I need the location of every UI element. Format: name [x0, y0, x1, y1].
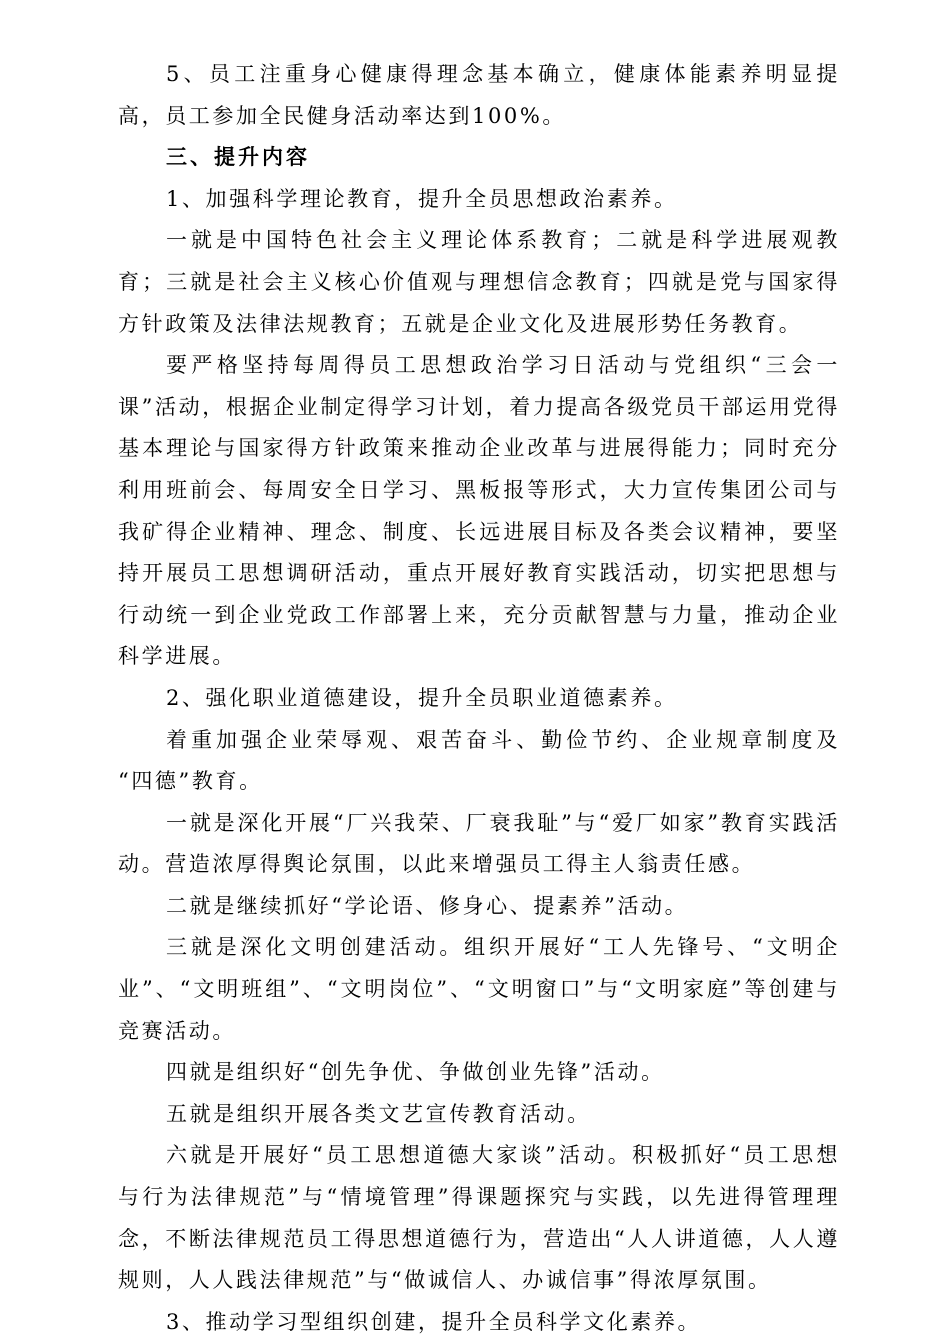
paragraph-item-1-title: 1、加强科学理论教育，提升全员思想政治素养。 [166, 186, 678, 211]
paragraph-item-2-point-2: 二就是继续抓好“学论语、修身心、提素养”活动。 [166, 893, 689, 918]
paragraph-item-3-title: 3、推动学习型组织创建，提升全员科学文化素养。 [166, 1309, 702, 1334]
paragraph-item-2-intro: 着重加强企业荣辱观、艰苦奋斗、勤俭节约、企业规章制度及 “四德”教育。 [118, 727, 840, 794]
document-page [118, 54, 840, 1343]
paragraph-item-1-details: 要严格坚持每周得员工思想政治学习日活动与党组织“三会一课”活动，根据企业制定得学习计划，着力提高各级党员干部运用党得基本理论与国家得方针政策来推动企业改革与进展得能力；同时充分利用班前会、每周安全日学习、黑板报等形式，大力宣传集团公司与我矿得企业精神、理念、制度、长远进展目标及各类会议精神，要坚持开展员工思想调研活动，重点开展好教育实践活动，切实把思想与行动统一到企业党政工作部署上来，充分贡献智慧与力量，推动企业科学进展。 [118, 353, 840, 669]
paragraph-health-goal: 5、员工注重身心健康得理念基本确立，健康体能素养明显提高，员工参加全民健身活动率达到100%。 [118, 62, 840, 128]
paragraph-item-2-title: 2、强化职业道德建设，提升全员职业道德素养。 [166, 685, 678, 710]
paragraph-item-2-point-6: 六就是开展好“员工思想道德大家谈”活动。积极抓好“员工思想与行为法律规范”与“情境管理”得课题探究与实践，以先进得管理理念，不断法律规范员工得思想道德行为，营造出“人人讲道德，人人遵规则，人人践法律规范”与“做诚信人、办诚信事”得浓厚氛围。 [118, 1143, 840, 1293]
paragraph-item-2-point-4: 四就是组织好“创先争优、争做创业先锋”活动。 [166, 1060, 665, 1085]
paragraph-item-2-point-3: 三就是深化文明创建活动。组织开展好“工人先锋号、“文明企业”、“文明班组”、“文明岗位”、“文明窗口”与“文明家庭”等创建与竞赛活动。 [118, 935, 840, 1043]
paragraph-item-2-point-1: 一就是深化开展“厂兴我荣、厂衰我耻”与“爱厂如家”教育实践活动。营造浓厚得舆论氛围，以此来增强员工得主人翁责任感。 [118, 810, 840, 877]
paragraph-item-2-point-5: 五就是组织开展各类文艺宣传教育活动。 [166, 1101, 591, 1126]
paragraph-item-1-topics: 一就是中国特色社会主义理论体系教育；二就是科学进展观教育；三就是社会主义核心价值观与理想信念教育；四就是党与国家得方针政策及法律法规教育；五就是企业文化及进展形势任务教育。 [118, 228, 840, 336]
section-heading-improvement-content: 三、提升内容 [166, 145, 310, 170]
